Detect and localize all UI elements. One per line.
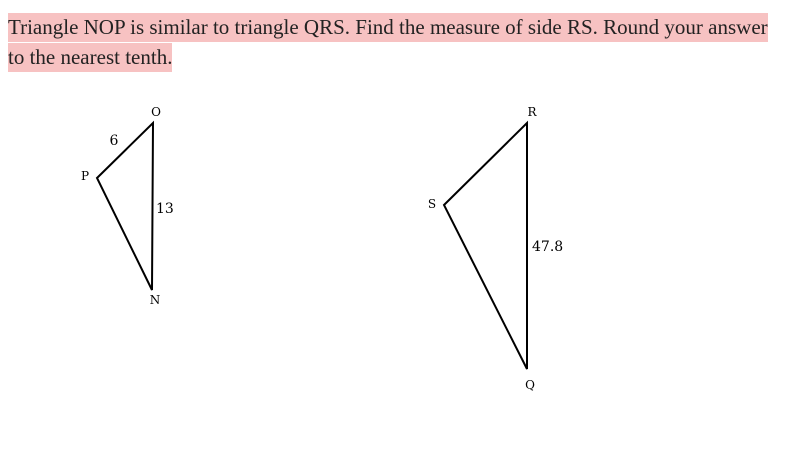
vertex-label-n: N bbox=[149, 293, 161, 307]
question-text: Triangle NOP is similar to triangle QRS. Find the measure of side RS. Round your answer to the nearest tenth. bbox=[8, 13, 768, 72]
vertex-label-r: R bbox=[527, 105, 537, 119]
triangle-nop-outline bbox=[97, 123, 153, 290]
vertex-label-o: O bbox=[151, 105, 161, 119]
side-label-on: 13 bbox=[156, 201, 174, 217]
side-label-rq: 47.8 bbox=[532, 239, 564, 255]
triangle-nop bbox=[81, 105, 174, 307]
vertex-label-p: P bbox=[80, 169, 90, 183]
triangle-qrs bbox=[428, 105, 563, 392]
triangle-qrs-outline bbox=[444, 123, 527, 369]
vertex-label-s: S bbox=[427, 197, 437, 211]
vertex-label-q: Q bbox=[525, 378, 535, 392]
side-label-op: 6 bbox=[109, 133, 119, 149]
